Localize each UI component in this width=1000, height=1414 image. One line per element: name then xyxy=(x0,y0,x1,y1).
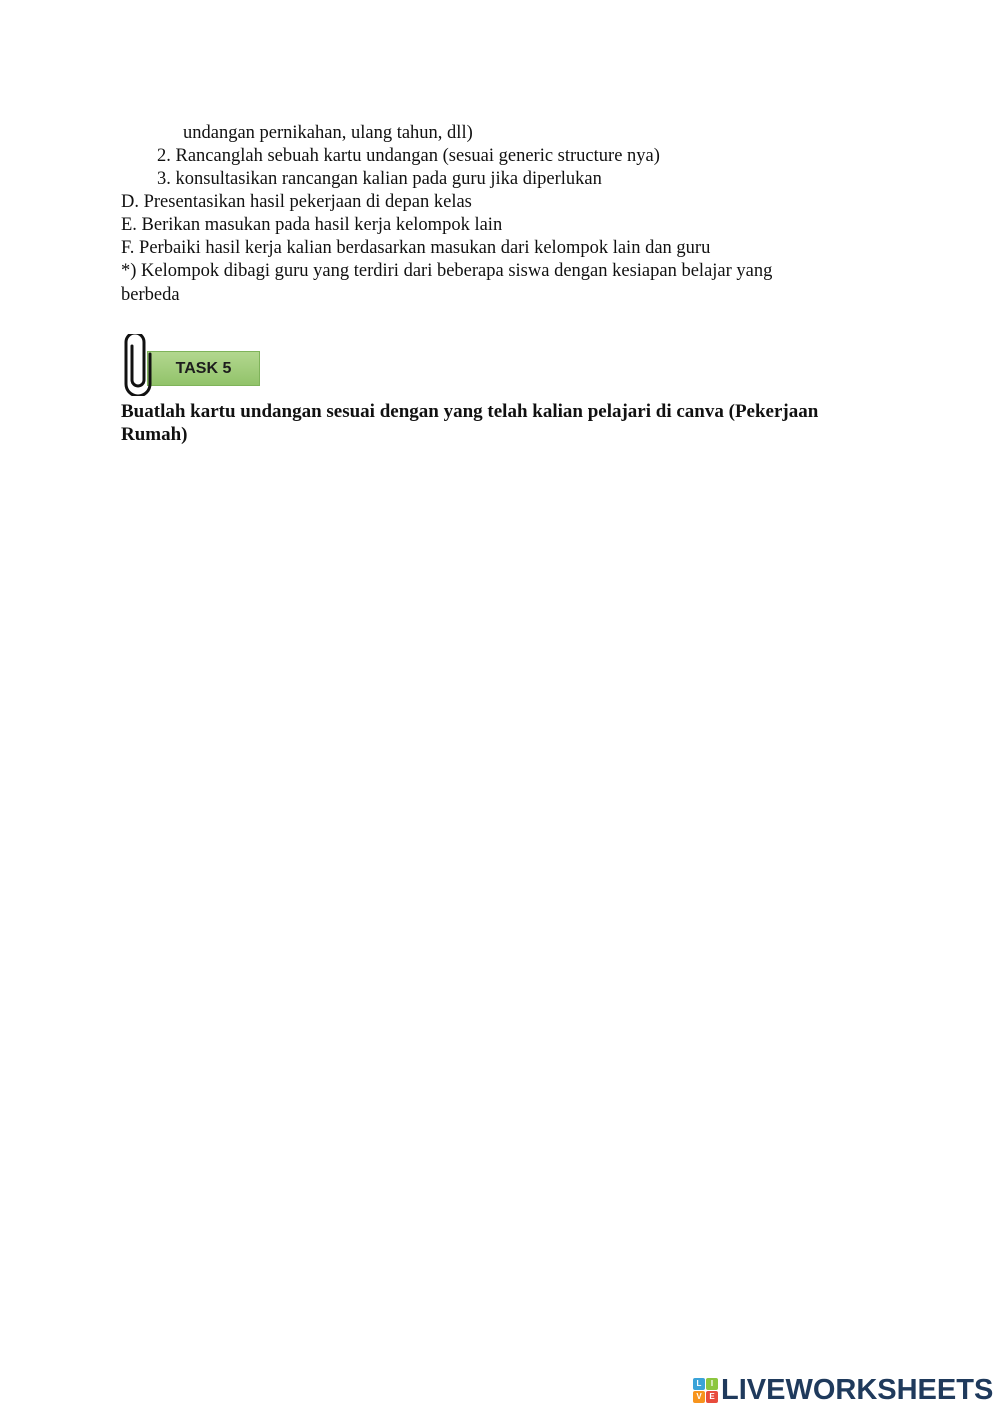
line-2: 2. Rancanglah sebuah kartu undangan (sesuai generic structure nya) xyxy=(157,146,660,166)
task-label: TASK 5 xyxy=(147,351,260,386)
logo-text: LIVEWORKSHEETS xyxy=(721,1373,994,1406)
liveworksheets-logo xyxy=(693,1374,993,1406)
line-4: D. Presentasikan hasil pekerjaan di depan kelas xyxy=(121,192,472,212)
logo-letter-v: V xyxy=(693,1391,705,1403)
line-8: berbeda xyxy=(121,285,180,305)
logo-letter-i: I xyxy=(706,1378,718,1390)
paperclip-icon xyxy=(122,334,154,396)
line-6: F. Perbaiki hasil kerja kalian berdasarkan masukan dari kelompok lain dan guru xyxy=(121,238,711,258)
logo-letter-e: E xyxy=(706,1391,718,1403)
task-header xyxy=(122,334,267,394)
line-1: undangan pernikahan, ulang tahun, dll) xyxy=(183,123,473,143)
logo-letter-l: L xyxy=(693,1378,705,1390)
task-instruction: Buatlah kartu undangan sesuai dengan yang telah kalian pelajari di canva (Pekerjaan Rumah) xyxy=(121,401,819,445)
line-3: 3. konsultasikan rancangan kalian pada guru jika diperlukan xyxy=(157,169,602,189)
line-7: *) Kelompok dibagi guru yang terdiri dari beberapa siswa dengan kesiapan belajar yang xyxy=(121,261,773,281)
logo-mark-icon xyxy=(693,1378,718,1403)
line-5: E. Berikan masukan pada hasil kerja kelompok lain xyxy=(121,215,503,235)
